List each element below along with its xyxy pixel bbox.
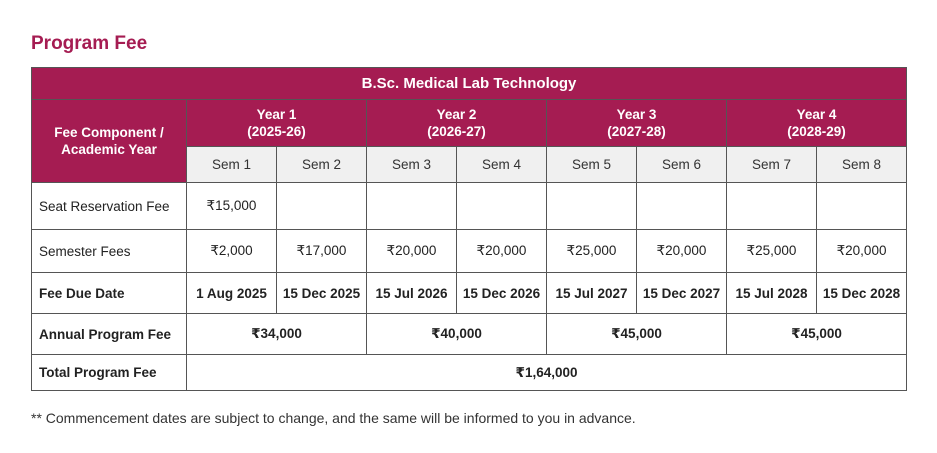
total-fee-value: ₹1,64,000 xyxy=(187,355,907,391)
table-cell: ₹25,000 xyxy=(547,230,637,273)
year-range: (2028-29) xyxy=(787,124,846,139)
row-label: Total Program Fee xyxy=(32,355,187,391)
table-cell xyxy=(367,183,457,230)
table-row-total-program-fee xyxy=(32,355,907,391)
year-range: (2027-28) xyxy=(607,124,666,139)
table-cell: 15 Jul 2028 xyxy=(727,273,817,314)
table-cell xyxy=(727,183,817,230)
sem-3-header: Sem 3 xyxy=(367,147,457,183)
table-cell: ₹20,000 xyxy=(817,230,907,273)
year-2-header xyxy=(367,100,547,147)
table-cell xyxy=(457,183,547,230)
table-cell xyxy=(817,183,907,230)
year-label: Year 2 xyxy=(436,107,477,122)
row-label: Annual Program Fee xyxy=(32,314,187,355)
table-cell: 15 Dec 2028 xyxy=(817,273,907,314)
year-label: Year 3 xyxy=(616,107,657,122)
table-cell xyxy=(637,183,727,230)
year-1-header xyxy=(187,100,367,147)
sem-2-header: Sem 2 xyxy=(277,147,367,183)
row-label: Semester Fees xyxy=(32,230,187,273)
table-row-seat-reservation xyxy=(32,183,907,230)
table-row-annual-program-fee xyxy=(32,314,907,355)
sem-1-header: Sem 1 xyxy=(187,147,277,183)
program-name-header: B.Sc. Medical Lab Technology xyxy=(32,68,907,100)
table-cell: ₹45,000 xyxy=(547,314,727,355)
table-cell: ₹20,000 xyxy=(637,230,727,273)
table-cell: 1 Aug 2025 xyxy=(187,273,277,314)
table-cell: ₹34,000 xyxy=(187,314,367,355)
table-cell: ₹20,000 xyxy=(457,230,547,273)
table-cell: 15 Jul 2027 xyxy=(547,273,637,314)
table-cell: 15 Jul 2026 xyxy=(367,273,457,314)
year-3-header xyxy=(547,100,727,147)
program-fee-table xyxy=(31,67,907,391)
fee-component-header: Fee Component / Academic Year xyxy=(32,100,187,183)
table-row-fee-due-date xyxy=(32,273,907,314)
table-cell: ₹2,000 xyxy=(187,230,277,273)
sem-7-header: Sem 7 xyxy=(727,147,817,183)
table-cell: ₹45,000 xyxy=(727,314,907,355)
page-title: Program Fee xyxy=(31,33,148,54)
table-row-semester-fees xyxy=(32,230,907,273)
year-range: (2025-26) xyxy=(247,124,306,139)
table-cell: 15 Dec 2026 xyxy=(457,273,547,314)
table-cell: ₹15,000 xyxy=(187,183,277,230)
sem-5-header: Sem 5 xyxy=(547,147,637,183)
year-4-header xyxy=(727,100,907,147)
table-cell: ₹20,000 xyxy=(367,230,457,273)
table-cell: 15 Dec 2025 xyxy=(277,273,367,314)
footnote: ** Commencement dates are subject to change, and the same will be informed to you in advance. xyxy=(31,410,636,426)
sem-8-header: Sem 8 xyxy=(817,147,907,183)
table-cell: 15 Dec 2027 xyxy=(637,273,727,314)
row-label: Seat Reservation Fee xyxy=(32,183,187,230)
year-range: (2026-27) xyxy=(427,124,486,139)
year-label: Year 1 xyxy=(256,107,297,122)
table-cell xyxy=(547,183,637,230)
sem-6-header: Sem 6 xyxy=(637,147,727,183)
row-label: Fee Due Date xyxy=(32,273,187,314)
sem-4-header: Sem 4 xyxy=(457,147,547,183)
table-cell: ₹25,000 xyxy=(727,230,817,273)
table-cell: ₹40,000 xyxy=(367,314,547,355)
table-cell: ₹17,000 xyxy=(277,230,367,273)
table-cell xyxy=(277,183,367,230)
year-label: Year 4 xyxy=(796,107,837,122)
